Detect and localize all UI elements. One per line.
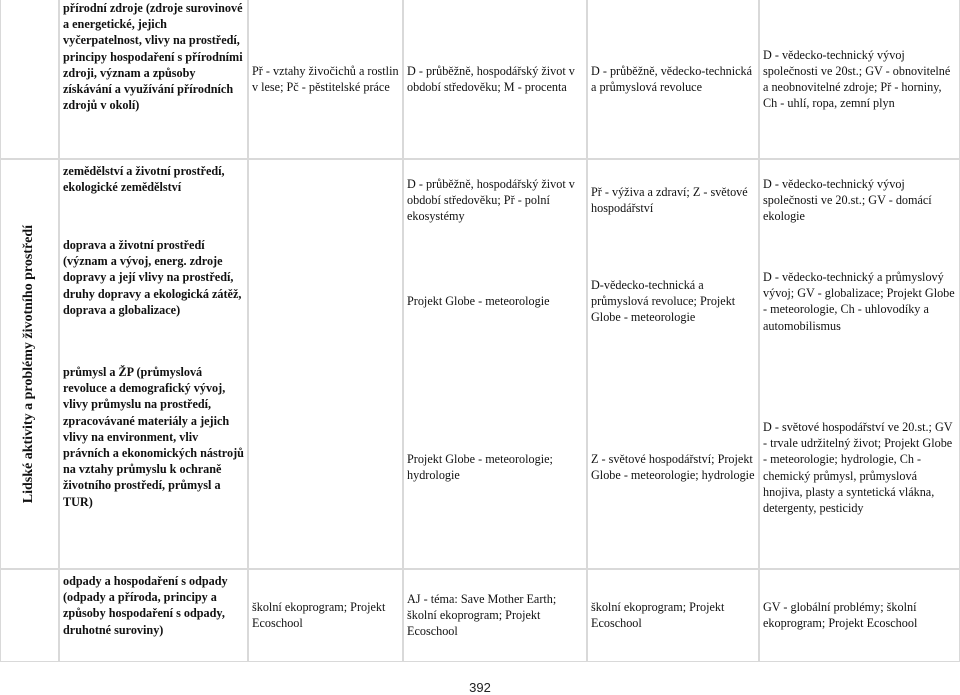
row-bottom-col5 [760, 570, 959, 661]
section-col2 [249, 160, 402, 568]
row-bottom-left-blank [1, 570, 58, 661]
section-topics [60, 160, 247, 568]
row-top-col4 [588, 0, 758, 158]
section-col4 [588, 160, 758, 568]
row-top-col5 [760, 0, 959, 158]
row-top-col3-text: D - průběžně, hospodářský život v období středověku; M - procenta [407, 63, 575, 94]
section-title: Lidské aktivity a problémy životního prostředí [21, 224, 37, 504]
row-bottom-col4-text: školní ekoprogram; Projekt Ecoschool [591, 600, 725, 631]
section-title-cell [1, 160, 58, 568]
row-bottom-topic [60, 570, 247, 661]
row-top-topic-text: přírodní zdroje (zdroje surovinové a energetické, jejich vyčerpatelnost, vlivy na prostředí, principy hospodaření s přírodními zdroji, význam a způsoby získávání a využívání přírodních zdrojů v okolí) [63, 1, 243, 113]
topic-industry: průmysl a ŽP (průmyslová revoluce a demografický vývoj, vlivy průmyslu na prostředí, zpracovávané materiály a jejich vlivy na environment, vliv právních a ekonomických nástrojů na vztahy průmyslu k ochraně životního prostředí, průmysl a TUR) [63, 365, 244, 509]
topic-agriculture: zemědělství a životní prostředí, ekologické zemědělství [63, 164, 225, 195]
row-top-col4-text: D - průběžně, vědecko-technická a průmyslová revoluce [591, 63, 753, 94]
row-top-col2-text: Př - vztahy živočichů a rostlin v lese; Pč - pěstitelské práce [252, 63, 399, 94]
section-col3 [404, 160, 586, 568]
row-bottom-col2-text: školní ekoprogram; Projekt Ecoschool [252, 600, 386, 631]
row-bottom-col3 [404, 570, 586, 661]
col3-transport: Projekt Globe - meteorologie [407, 294, 550, 308]
row-bottom-col4 [588, 570, 758, 661]
row-top-topic [60, 0, 247, 158]
row-top-col2 [249, 0, 402, 158]
row-top-col5-text: D - vědecko-technický vývoj společnosti ve 20st.; GV - obnovitelné a neobnovitelné zdroje; Př - horniny, Ch - uhlí, ropa, zemní plyn [763, 47, 951, 111]
topic-transport: doprava a životní prostředí (význam a vývoj, energ. zdroje dopravy a její vlivy na prostředí, druhy dopravy a ekologická zátěž, doprava a globalizace) [63, 238, 242, 317]
row-bottom-col3-text: AJ - téma: Save Mother Earth; školní ekoprogram; Projekt Ecoschool [407, 592, 557, 639]
col4-transport: D-vědecko-technická a průmyslová revoluce; Projekt Globe - meteorologie [591, 278, 736, 325]
col3-agriculture: D - průběžně, hospodářský život v období středověku; Př - polní ekosystémy [407, 177, 575, 224]
row-bottom-topic-text: odpady a hospodaření s odpady (odpady a příroda, principy a způsoby hospodaření s odpady, druhotné suroviny) [63, 574, 228, 637]
col4-industry: Z - světové hospodářství; Projekt Globe - meteorologie; hydrologie [591, 452, 755, 483]
row-bottom-col2 [249, 570, 402, 661]
col4-agriculture: Př - výživa a zdraví; Z - světové hospodářství [591, 185, 748, 216]
row-top-left-blank [1, 0, 58, 158]
col3-industry: Projekt Globe - meteorologie; hydrologie [407, 452, 553, 483]
row-top-col3 [404, 0, 586, 158]
row-bottom-col5-text: GV - globální problémy; školní ekoprogram; Projekt Ecoschool [763, 600, 918, 631]
col5-transport: D - vědecko-technický a průmyslový vývoj; GV - globalizace; Projekt Globe - meteorologie, Ch - uhlovodíky a automobilismus [763, 270, 955, 333]
section-col5 [760, 160, 959, 568]
col5-industry: D - světové hospodářství ve 20.st.; GV - trvale udržitelný život; Projekt Globe - meteorologie; hydrologie, Ch - chemický průmysl, průmyslová hnojiva, plasty a syntetická vlákna, detergenty, pesticidy [763, 420, 953, 516]
col5-agriculture: D - vědecko-technický vývoj společnosti ve 20.st.; GV - domácí ekologie [763, 177, 932, 224]
page-number: 392 [469, 680, 491, 695]
